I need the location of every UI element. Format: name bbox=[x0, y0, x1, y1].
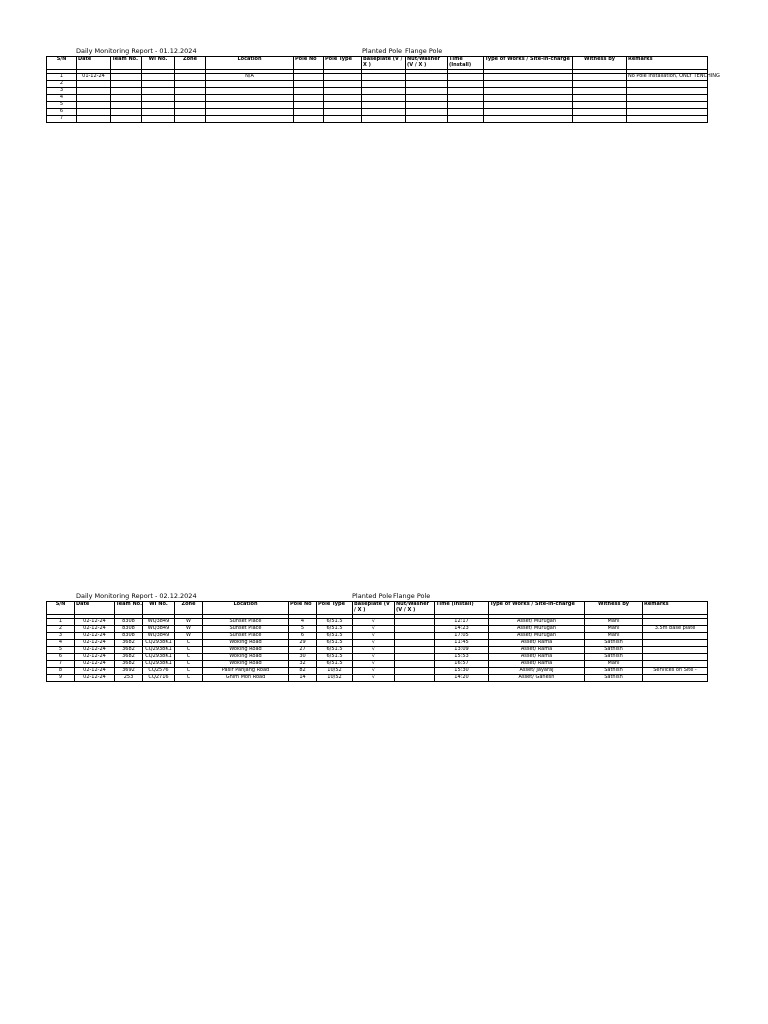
cell-remarks: 3.5m base plate bbox=[643, 625, 708, 632]
cell-team-no: 8308 bbox=[115, 625, 143, 632]
cell-sn: 6 bbox=[47, 108, 77, 115]
cell-time-install: 14:23 bbox=[435, 625, 489, 632]
cell-wi-no: WQ3849 bbox=[143, 618, 175, 625]
cell-wi-no: CQ2938K1 bbox=[143, 639, 175, 646]
cell-baseplate: √ bbox=[353, 660, 395, 667]
cell-zone: C bbox=[175, 660, 203, 667]
cell-wi-no bbox=[142, 115, 175, 122]
col-header-wi-no: WI No. bbox=[142, 57, 175, 70]
col-header-time-install: Time (Install) bbox=[435, 602, 489, 615]
cell-type-of-works: Asset/ Murugan bbox=[489, 625, 585, 632]
cell-zone bbox=[175, 101, 206, 108]
col-header-sn: S/N bbox=[47, 57, 77, 70]
cell-location: N/A bbox=[206, 73, 294, 80]
cell-witness-by bbox=[573, 115, 627, 122]
cell-zone: W bbox=[175, 618, 203, 625]
cell-date: 02-12-24 bbox=[75, 632, 115, 639]
cell-nut-washer bbox=[406, 94, 448, 101]
cell-time-install: 11:45 bbox=[435, 639, 489, 646]
col-header-sn: S/N bbox=[47, 602, 75, 615]
header-row bbox=[47, 602, 708, 615]
cell-pole-type: 6/51.5 bbox=[317, 660, 353, 667]
cell-remarks bbox=[627, 115, 708, 122]
cell-witness-by: Sathish bbox=[585, 646, 643, 653]
cell-pole-no: 4 bbox=[289, 618, 317, 625]
cell-time-install bbox=[448, 115, 484, 122]
cell-wi-no bbox=[142, 108, 175, 115]
table-body bbox=[47, 69, 720, 122]
cell-witness-by bbox=[573, 87, 627, 94]
col-header-witness-by: Witness by bbox=[573, 57, 627, 70]
cell-baseplate: √ bbox=[353, 667, 395, 674]
cell-pole-type bbox=[324, 108, 362, 115]
cell-team-no: 3682 bbox=[115, 646, 143, 653]
cell-location: Woking Road bbox=[203, 639, 289, 646]
cell-remarks: No Pole installation, ONLY TENCHING bbox=[628, 72, 720, 79]
col-header-type-of-works: Type of Works / Site-in-charge bbox=[484, 57, 573, 70]
cell-date: 02-12-24 bbox=[75, 625, 115, 632]
cell-nut-washer bbox=[395, 660, 435, 667]
cell-zone bbox=[175, 87, 206, 94]
cell-team-no: 3682 bbox=[115, 639, 143, 646]
cell-date: 02-12-24 bbox=[75, 646, 115, 653]
cell-location bbox=[206, 108, 294, 115]
cell-baseplate: √ bbox=[353, 653, 395, 660]
cell-witness-by bbox=[573, 108, 627, 115]
cell-nut-washer bbox=[395, 674, 435, 681]
cell-zone bbox=[175, 73, 206, 80]
cell-wi-no bbox=[142, 87, 175, 94]
table-row bbox=[47, 73, 708, 80]
col-header-wi-no: WI No. bbox=[143, 602, 175, 615]
cell-nut-washer bbox=[406, 80, 448, 87]
col-header-pole-no: Pole No bbox=[289, 602, 317, 615]
cell-wi-no: CQ2938K1 bbox=[143, 660, 175, 667]
cell-witness-by: Mani bbox=[585, 660, 643, 667]
cell-team-no: 3682 bbox=[115, 653, 143, 660]
cell-baseplate: √ bbox=[353, 674, 395, 681]
planted-pole-label: Planted Pole bbox=[362, 47, 403, 55]
cell-time-install bbox=[448, 108, 484, 115]
cell-wi-no bbox=[142, 94, 175, 101]
cell-type-of-works: Asset/ Rama bbox=[489, 653, 585, 660]
cell-type-of-works bbox=[484, 87, 573, 94]
cell-zone: C bbox=[175, 653, 203, 660]
cell-remarks bbox=[643, 653, 708, 660]
cell-remarks bbox=[627, 101, 708, 108]
cell-zone: C bbox=[175, 674, 203, 681]
table-row bbox=[47, 115, 708, 122]
cell-team-no bbox=[111, 80, 142, 87]
cell-pole-type bbox=[324, 80, 362, 87]
cell-location bbox=[206, 101, 294, 108]
cell-location: Sunset Place bbox=[203, 632, 289, 639]
cell-witness-by: Sathish bbox=[585, 639, 643, 646]
cell-baseplate bbox=[362, 115, 406, 122]
cell-nut-washer bbox=[406, 87, 448, 94]
cell-baseplate: √ bbox=[353, 632, 395, 639]
cell-team-no: 3692 bbox=[115, 667, 143, 674]
cell-witness-by: Sathish bbox=[585, 667, 643, 674]
col-header-baseplate: Baseplate (V / X ) bbox=[353, 602, 395, 615]
cell-zone bbox=[175, 94, 206, 101]
cell-zone: C bbox=[175, 667, 203, 674]
cell-time-install: 14:20 bbox=[435, 674, 489, 681]
cell-nut-washer bbox=[406, 115, 448, 122]
cell-remarks bbox=[627, 94, 708, 101]
cell-time-install: 15:30 bbox=[435, 667, 489, 674]
cell-pole-no: 5 bbox=[289, 625, 317, 632]
cell-pole-no bbox=[294, 115, 324, 122]
header-row bbox=[47, 57, 708, 70]
cell-nut-washer bbox=[406, 108, 448, 115]
cell-nut-washer bbox=[395, 653, 435, 660]
cell-time-install: 15:53 bbox=[435, 653, 489, 660]
cell-sn: 3 bbox=[47, 87, 77, 94]
table-row bbox=[47, 674, 708, 681]
col-header-nut-washer: Nut/Washer (V / X ) bbox=[406, 57, 448, 70]
cell-pole-type bbox=[324, 94, 362, 101]
cell-pole-no: 30 bbox=[289, 653, 317, 660]
col-header-zone: Zone bbox=[175, 57, 206, 70]
cell-sn: 5 bbox=[47, 646, 75, 653]
cell-time-install bbox=[448, 101, 484, 108]
cell-location bbox=[206, 94, 294, 101]
cell-pole-no bbox=[294, 73, 324, 80]
cell-baseplate: √ bbox=[353, 625, 395, 632]
cell-date: 01-12-24 bbox=[77, 73, 111, 80]
monitoring-table bbox=[46, 601, 708, 682]
cell-witness-by bbox=[573, 80, 627, 87]
cell-baseplate: √ bbox=[353, 618, 395, 625]
cell-baseplate bbox=[362, 94, 406, 101]
cell-team-no: 3682 bbox=[115, 660, 143, 667]
cell-location bbox=[206, 115, 294, 122]
cell-sn: 7 bbox=[47, 115, 77, 122]
cell-type-of-works: Asset/ Rama bbox=[489, 646, 585, 653]
cell-witness-by: Mani bbox=[585, 618, 643, 625]
cell-date bbox=[77, 87, 111, 94]
cell-witness-by bbox=[573, 73, 627, 80]
col-header-zone: Zone bbox=[175, 602, 203, 615]
cell-zone bbox=[175, 80, 206, 87]
cell-team-no bbox=[111, 101, 142, 108]
cell-type-of-works bbox=[484, 108, 573, 115]
planted-pole-label: Planted Pole bbox=[352, 592, 393, 600]
cell-pole-no bbox=[294, 101, 324, 108]
cell-baseplate bbox=[362, 101, 406, 108]
cell-witness-by bbox=[573, 94, 627, 101]
cell-sn: 6 bbox=[47, 653, 75, 660]
cell-team-no bbox=[111, 108, 142, 115]
table-body bbox=[47, 614, 708, 681]
cell-team-no bbox=[111, 73, 142, 80]
cell-type-of-works: Asset/ Rama bbox=[489, 639, 585, 646]
col-header-pole-type: Pole Type bbox=[317, 602, 353, 615]
cell-location: Pasir Panjang Road bbox=[203, 667, 289, 674]
col-header-date: Date bbox=[77, 57, 111, 70]
cell-baseplate: √ bbox=[353, 639, 395, 646]
col-header-witness-by: Witness by bbox=[585, 602, 643, 615]
report-header bbox=[46, 591, 707, 601]
cell-wi-no: CQ2576 bbox=[143, 667, 175, 674]
cell-sn: 7 bbox=[47, 660, 75, 667]
cell-location: Sunset Place bbox=[203, 618, 289, 625]
cell-location: Woking Road bbox=[203, 646, 289, 653]
cell-time-install bbox=[448, 80, 484, 87]
cell-wi-no bbox=[142, 101, 175, 108]
cell-team-no bbox=[111, 94, 142, 101]
cell-remarks bbox=[643, 639, 708, 646]
cell-type-of-works: Asset/ Murugan bbox=[489, 632, 585, 639]
cell-witness-by: Sathish bbox=[585, 674, 643, 681]
cell-baseplate bbox=[362, 73, 406, 80]
cell-type-of-works bbox=[484, 73, 573, 80]
cell-witness-by bbox=[573, 101, 627, 108]
cell-wi-no: CQ2938K1 bbox=[143, 646, 175, 653]
col-header-type-of-works: Type of Works / Site-in-charge bbox=[489, 602, 585, 615]
cell-baseplate bbox=[362, 87, 406, 94]
table-row bbox=[47, 80, 708, 87]
cell-nut-washer bbox=[406, 101, 448, 108]
cell-location: Woking Road bbox=[203, 653, 289, 660]
cell-pole-no bbox=[294, 80, 324, 87]
cell-nut-washer bbox=[395, 639, 435, 646]
cell-sn: 3 bbox=[47, 632, 75, 639]
flange-pole-label: Flange Pole bbox=[393, 592, 431, 600]
cell-pole-type: 6/51.5 bbox=[317, 618, 353, 625]
cell-remarks bbox=[643, 674, 708, 681]
cell-team-no bbox=[111, 115, 142, 122]
cell-pole-no bbox=[294, 108, 324, 115]
col-header-baseplate: Baseplate (V / X ) bbox=[362, 57, 406, 70]
cell-pole-no: 6 bbox=[289, 632, 317, 639]
cell-team-no: 253 bbox=[115, 674, 143, 681]
cell-pole-no bbox=[294, 87, 324, 94]
cell-wi-no: WQ3849 bbox=[143, 632, 175, 639]
cell-pole-no bbox=[294, 94, 324, 101]
cell-nut-washer bbox=[395, 625, 435, 632]
daily-report-01-12-2024 bbox=[46, 46, 720, 123]
cell-wi-no: WQ3849 bbox=[143, 625, 175, 632]
cell-pole-type: 10/52 bbox=[317, 667, 353, 674]
cell-remarks bbox=[627, 80, 708, 87]
cell-wi-no: CQ2716 bbox=[143, 674, 175, 681]
cell-time-install: 16:57 bbox=[435, 660, 489, 667]
cell-date bbox=[77, 115, 111, 122]
cell-date: 02-12-24 bbox=[75, 667, 115, 674]
cell-type-of-works: Asset/ Rama bbox=[489, 660, 585, 667]
cell-time-install bbox=[448, 94, 484, 101]
cell-zone bbox=[175, 115, 206, 122]
cell-date bbox=[77, 94, 111, 101]
cell-date: 02-12-24 bbox=[75, 653, 115, 660]
cell-wi-no bbox=[142, 80, 175, 87]
cell-type-of-works: Asset/ Jayaraj bbox=[489, 667, 585, 674]
cell-type-of-works: Asset/ Ganesh bbox=[489, 674, 585, 681]
cell-nut-washer bbox=[406, 73, 448, 80]
cell-zone: C bbox=[175, 646, 203, 653]
cell-sn: 2 bbox=[47, 625, 75, 632]
cell-pole-no: 29 bbox=[289, 639, 317, 646]
cell-baseplate: √ bbox=[353, 646, 395, 653]
cell-date bbox=[77, 80, 111, 87]
cell-baseplate bbox=[362, 80, 406, 87]
cell-type-of-works: Asset/ Murugan bbox=[489, 618, 585, 625]
cell-type-of-works bbox=[484, 115, 573, 122]
cell-date: 02-12-24 bbox=[75, 639, 115, 646]
cell-pole-type: 6/51.5 bbox=[317, 653, 353, 660]
cell-pole-type: 6/51.5 bbox=[317, 625, 353, 632]
cell-zone: W bbox=[175, 625, 203, 632]
col-header-date: Date bbox=[75, 602, 115, 615]
col-header-pole-type: Pole Type bbox=[324, 57, 362, 70]
cell-time-install: 12:17 bbox=[435, 618, 489, 625]
cell-pole-type bbox=[324, 87, 362, 94]
cell-remarks bbox=[643, 632, 708, 639]
col-header-location: Location bbox=[203, 602, 289, 615]
col-header-remarks: Remarks bbox=[643, 602, 708, 615]
cell-pole-type bbox=[324, 115, 362, 122]
col-header-pole-no: Pole No bbox=[294, 57, 324, 70]
cell-nut-washer bbox=[395, 667, 435, 674]
cell-pole-type bbox=[324, 101, 362, 108]
report-header bbox=[46, 46, 707, 56]
cell-team-no: 8308 bbox=[115, 632, 143, 639]
cell-date bbox=[77, 108, 111, 115]
cell-location bbox=[206, 80, 294, 87]
cell-witness-by: Sathish bbox=[585, 653, 643, 660]
cell-date: 02-12-24 bbox=[75, 674, 115, 681]
cell-pole-no: 32 bbox=[289, 660, 317, 667]
cell-baseplate bbox=[362, 108, 406, 115]
cell-sn: 9 bbox=[47, 674, 75, 681]
cell-wi-no: CQ2938K1 bbox=[143, 653, 175, 660]
cell-remarks bbox=[627, 108, 708, 115]
table-row bbox=[47, 108, 708, 115]
col-header-nut-washer: Nut/Washer (V / X ) bbox=[395, 602, 435, 615]
cell-time-install: 13:09 bbox=[435, 646, 489, 653]
cell-pole-no: 14 bbox=[289, 674, 317, 681]
cell-pole-no: 27 bbox=[289, 646, 317, 653]
cell-remarks: Services on Site - bbox=[643, 667, 708, 674]
cell-pole-no: 82 bbox=[289, 667, 317, 674]
monitoring-table bbox=[46, 56, 720, 123]
cell-time-install bbox=[448, 87, 484, 94]
report-title: Daily Monitoring Report - 02.12.2024 bbox=[76, 592, 197, 600]
cell-sn: 4 bbox=[47, 94, 77, 101]
cell-location: Woking Road bbox=[203, 660, 289, 667]
cell-pole-type: 6/51.5 bbox=[317, 632, 353, 639]
cell-pole-type: 6/51.5 bbox=[317, 639, 353, 646]
cell-time-install bbox=[448, 73, 484, 80]
cell-team-no: 8308 bbox=[115, 618, 143, 625]
cell-date: 02-12-24 bbox=[75, 618, 115, 625]
cell-nut-washer bbox=[395, 632, 435, 639]
cell-pole-type bbox=[324, 73, 362, 80]
col-header-time-install: Time (Install) bbox=[448, 57, 484, 70]
cell-zone: C bbox=[175, 639, 203, 646]
cell-remarks bbox=[643, 646, 708, 653]
col-header-location: Location bbox=[206, 57, 294, 70]
cell-wi-no bbox=[142, 73, 175, 80]
cell-time-install: 17:05 bbox=[435, 632, 489, 639]
cell-type-of-works bbox=[484, 80, 573, 87]
cell-nut-washer bbox=[395, 618, 435, 625]
table-row bbox=[47, 87, 708, 94]
cell-pole-type: 10/52 bbox=[317, 674, 353, 681]
cell-witness-by: Mani bbox=[585, 632, 643, 639]
col-header-team-no: Team No. bbox=[111, 57, 142, 70]
cell-type-of-works bbox=[484, 94, 573, 101]
report-title: Daily Monitoring Report - 01.12.2024 bbox=[76, 47, 197, 55]
cell-zone: W bbox=[175, 632, 203, 639]
cell-sn: 8 bbox=[47, 667, 75, 674]
cell-sn: 2 bbox=[47, 80, 77, 87]
cell-date: 02-12-24 bbox=[75, 660, 115, 667]
cell-sn: 1 bbox=[47, 618, 75, 625]
cell-location: Sunset Place bbox=[203, 625, 289, 632]
cell-location bbox=[206, 87, 294, 94]
col-header-team-no: Team No. bbox=[115, 602, 143, 615]
cell-sn: 5 bbox=[47, 101, 77, 108]
cell-pole-type: 6/51.5 bbox=[317, 646, 353, 653]
cell-location: Ghim Moh Road bbox=[203, 674, 289, 681]
table-row bbox=[47, 101, 708, 108]
col-header-remarks: Remarks bbox=[627, 57, 708, 70]
cell-nut-washer bbox=[395, 646, 435, 653]
cell-date bbox=[77, 101, 111, 108]
cell-type-of-works bbox=[484, 101, 573, 108]
daily-report-02-12-2024 bbox=[46, 591, 707, 682]
cell-sn: 4 bbox=[47, 639, 75, 646]
table-row bbox=[47, 94, 708, 101]
cell-sn: 1 bbox=[47, 73, 77, 80]
flange-pole-label: Flange Pole bbox=[405, 47, 443, 55]
cell-witness-by: Mani bbox=[585, 625, 643, 632]
cell-team-no bbox=[111, 87, 142, 94]
cell-remarks bbox=[627, 87, 708, 94]
cell-zone bbox=[175, 108, 206, 115]
